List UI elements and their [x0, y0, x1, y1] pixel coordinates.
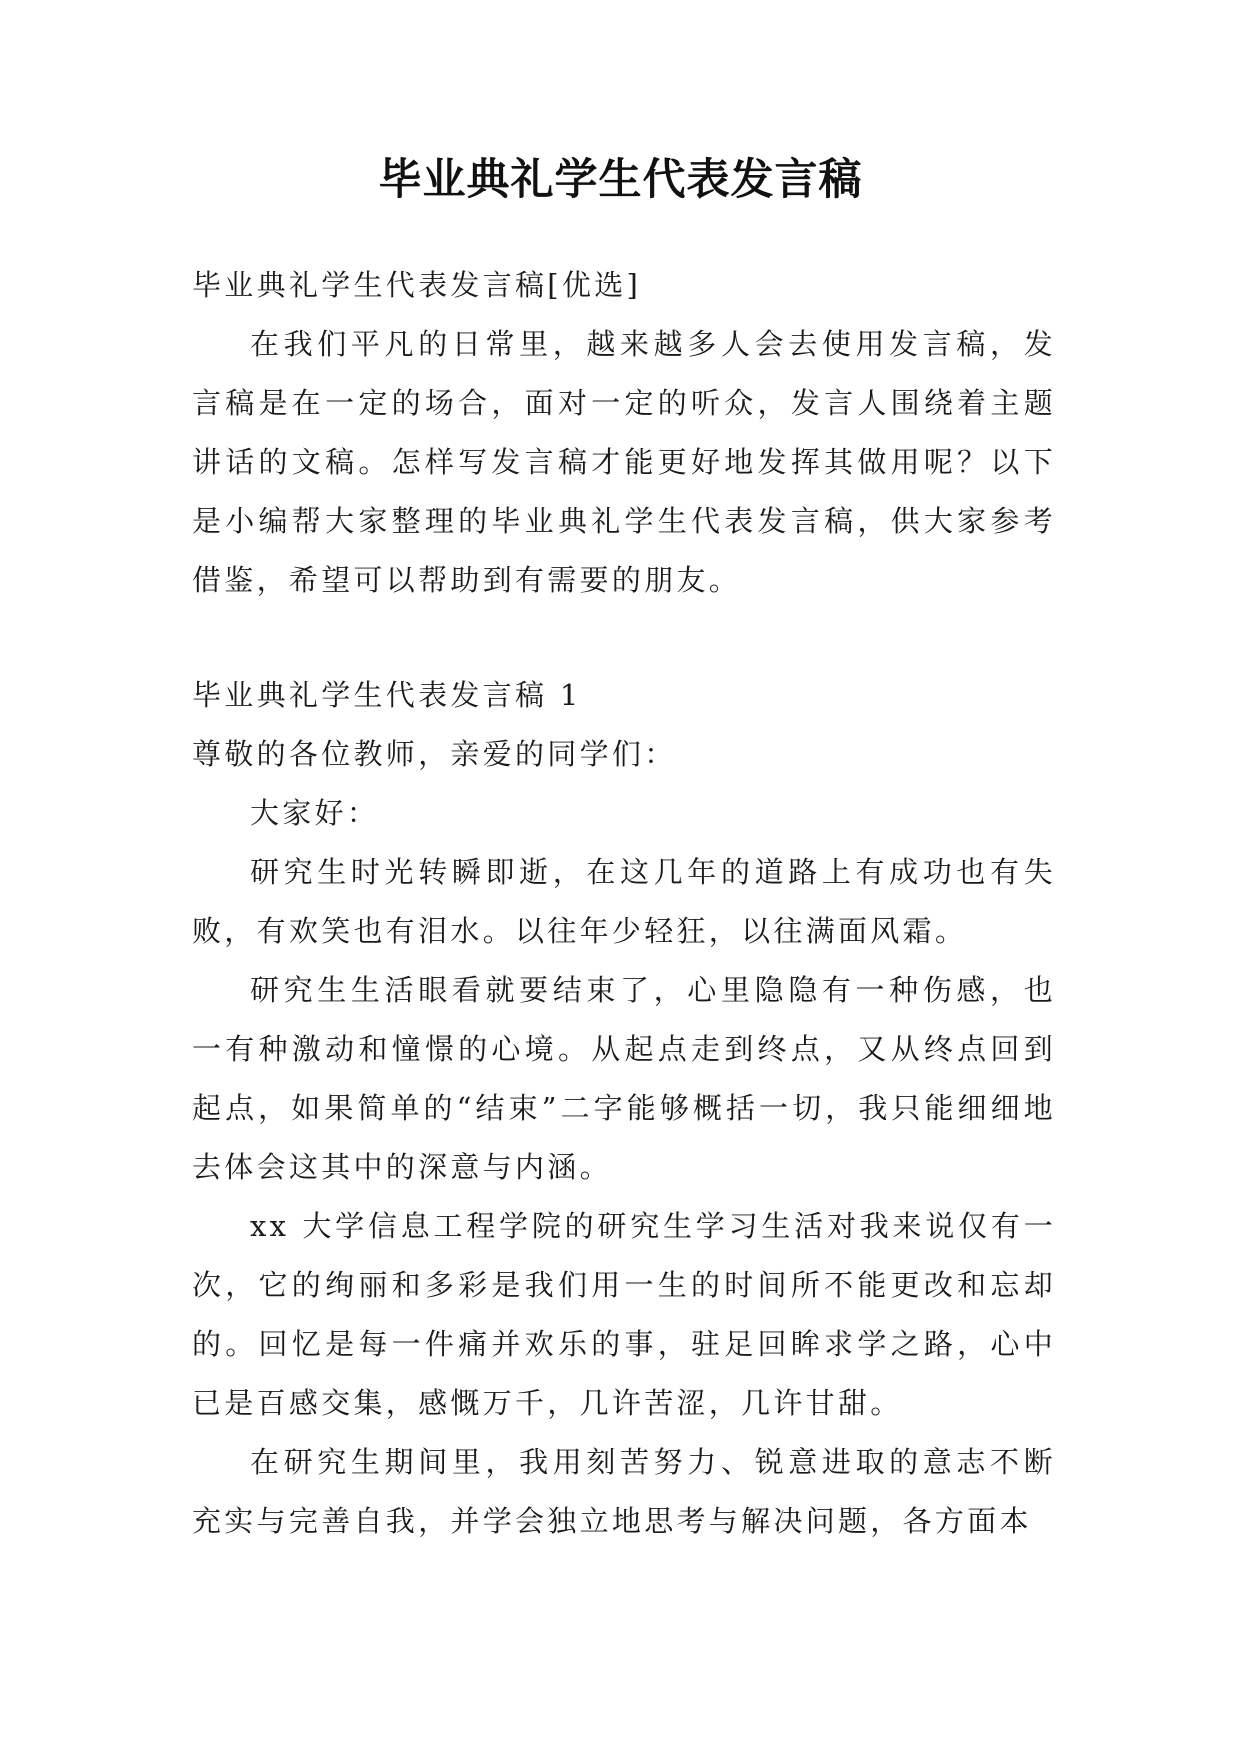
- body-paragraph: 研究生生活眼看就要结束了，心里隐隐有一种伤感，也一有种激动和憧憬的心境。从起点走到终点，又从终点回到起点，如果简单的“结束”二字能够概括一切，我只能细细地去体会这其中的深意与内涵。: [192, 973, 1056, 1184]
- section-heading: 毕业典礼学生代表发言稿 1: [192, 678, 582, 712]
- document-title: 毕业典礼学生代表发言稿: [378, 155, 863, 205]
- document-body: [192, 256, 1056, 1551]
- body-paragraph: 在研究生期间里，我用刻苦努力、锐意进取的意志不断充实与完善自我，并学会独立地思考与解决问题，各方面本: [192, 1445, 1056, 1538]
- paragraph-gap: [192, 610, 1056, 666]
- salutation: 尊敬的各位教师，亲爱的同学们：: [192, 737, 677, 771]
- body-paragraph: xx 大学信息工程学院的研究生学习生活对我来说仅有一次，它的绚丽和多彩是我们用一生的时间所不能更改和忘却的。回忆是每一件痛并欢乐的事，驻足回眸求学之路，心中已是百感交集，感慨万千，几许苦涩，几许甘甜。: [192, 1209, 1056, 1420]
- greeting: 大家好：: [250, 796, 380, 830]
- intro-paragraph: 在我们平凡的日常里，越来越多人会去使用发言稿，发言稿是在一定的场合，面对一定的听众，发言人围绕着主题讲话的文稿。怎样写发言稿才能更好地发挥其做用呢？以下是小编帮大家整理的毕业典礼学生代表发言稿，供大家参考借鉴，希望可以帮助到有需要的朋友。: [192, 327, 1056, 597]
- body-paragraph: 研究生时光转瞬即逝，在这几年的道路上有成功也有失败，有欢笑也有泪水。以往年少轻狂，以往满面风霜。: [192, 855, 1056, 948]
- document-subtitle: 毕业典礼学生代表发言稿[优选]: [192, 268, 642, 302]
